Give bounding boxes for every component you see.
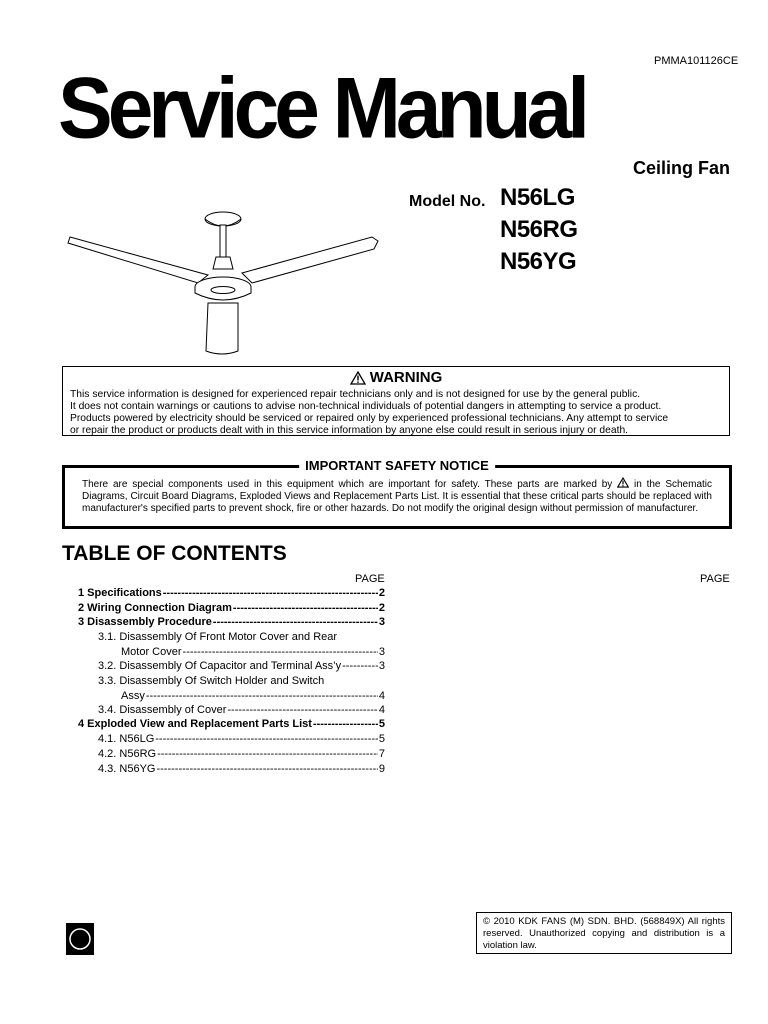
toc-entry-text: 3.1. Disassembly Of Front Motor Cover and Rear <box>98 631 338 643</box>
toc-entry-text: 3.2. Disassembly Of Capacitor and Terminal Ass’y <box>98 660 342 672</box>
safety-notice-title: IMPORTANT SAFETY NOTICE <box>299 458 495 473</box>
toc-entry[interactable] <box>98 733 385 747</box>
product-type: Ceiling Fan <box>632 158 730 178</box>
toc-entry[interactable] <box>78 616 385 630</box>
warning-line: This service information is designed for experienced repair technicians only and is not designed for use by the general public. <box>70 389 641 400</box>
toc-entry-text: 1 Specifications <box>78 587 162 599</box>
toc-entry[interactable] <box>121 646 385 660</box>
toc-entry-page: 2 <box>378 587 385 599</box>
toc-entry[interactable] <box>98 675 385 689</box>
toc-entry-page: 2 <box>378 602 385 614</box>
toc-entry[interactable] <box>78 587 385 601</box>
safety-notice-text <box>82 477 712 515</box>
toc-entry-page: 5 <box>378 718 385 730</box>
toc-entry-page: 5 <box>378 733 385 745</box>
toc-entry-text: 3.4. Disassembly of Cover <box>98 704 227 716</box>
safety-notice-box <box>62 458 732 529</box>
model-number: N56YG <box>500 248 577 275</box>
toc-entry[interactable] <box>78 602 385 616</box>
warning-triangle-icon <box>617 477 629 488</box>
toc-entry-text: 4.1. N56LG <box>98 733 155 745</box>
warning-heading <box>63 369 729 386</box>
toc-entry[interactable] <box>98 763 385 777</box>
warning-line: It does not contain warnings or cautions to advise non-technical individuals of potential dangers in attempting to service a product. <box>70 401 662 412</box>
page-column-header: PAGE <box>700 573 730 585</box>
toc-heading: TABLE OF CONTENTS <box>62 542 287 565</box>
toc-entry-text: Assy <box>121 690 145 702</box>
toc-entry-text: Motor Cover <box>121 646 182 658</box>
toc-entry[interactable] <box>78 718 385 732</box>
toc-entry-text: 4 Exploded View and Replacement Parts List <box>78 718 312 730</box>
toc-entry-page: 4 <box>378 690 385 702</box>
toc-entry[interactable] <box>98 748 385 762</box>
toc-entry-text: 3.3. Disassembly Of Switch Holder and Switch <box>98 675 325 687</box>
warning-text <box>70 389 722 437</box>
toc-entry[interactable] <box>98 704 385 718</box>
toc-entry-page: 3 <box>378 660 385 672</box>
toc-entry-page: 3 <box>378 616 385 628</box>
toc-entry-page: 7 <box>378 748 385 760</box>
safety-text-part: There are special components used in this equipment which are important for safety. These parts are marked by <box>82 479 613 490</box>
toc-entry-page: 4 <box>378 704 385 716</box>
document-code: PMMA101126CE <box>654 55 739 67</box>
ceiling-fan-illustration <box>66 203 382 359</box>
toc-entry-page: 9 <box>378 763 385 775</box>
warning-triangle-icon <box>350 371 366 385</box>
warning-line: Products powered by electricity should be serviced or repaired only by experienced professional technicians. Any attempt to service <box>70 413 669 424</box>
toc-entry-text: 2 Wiring Connection Diagram <box>78 602 232 614</box>
kdk-logo <box>66 923 94 955</box>
page-title: Service Manual <box>58 60 586 157</box>
warning-title: WARNING <box>369 369 443 386</box>
toc-entry-text: 4.2. N56RG <box>98 748 157 760</box>
safety-text-part: in the Schematic Diagrams, Circuit Board Diagrams, Exploded Views and Replacement Parts List. It is essential that these critical parts should be replaced with manufacturer's specified parts to prevent shock, fire or other hazards. Do not modify the original design without permission of manufacturer. <box>82 479 713 514</box>
kdk-logo-icon <box>66 923 94 955</box>
warning-line: or repair the product or products dealt with in this service information by anyone else could result in serious injury or death. <box>70 425 629 436</box>
model-label: Model No. <box>409 193 486 210</box>
toc-entry-page: 3 <box>378 646 385 658</box>
model-number: N56RG <box>500 216 578 243</box>
toc-entry-text: 3 Disassembly Procedure <box>78 616 212 628</box>
toc-entry[interactable] <box>121 690 385 704</box>
page-column-header: PAGE <box>355 573 385 585</box>
model-number: N56LG <box>500 184 575 211</box>
copyright-notice: © 2010 KDK FANS (M) SDN. BHD. (568849X) All rights reserved. Unauthorized copying and distribution is a violation law. <box>476 912 732 954</box>
toc-entry-text: 4.3. N56YG <box>98 763 156 775</box>
toc-entry[interactable] <box>98 631 385 645</box>
toc-entry[interactable] <box>98 660 385 674</box>
warning-box <box>62 366 730 436</box>
